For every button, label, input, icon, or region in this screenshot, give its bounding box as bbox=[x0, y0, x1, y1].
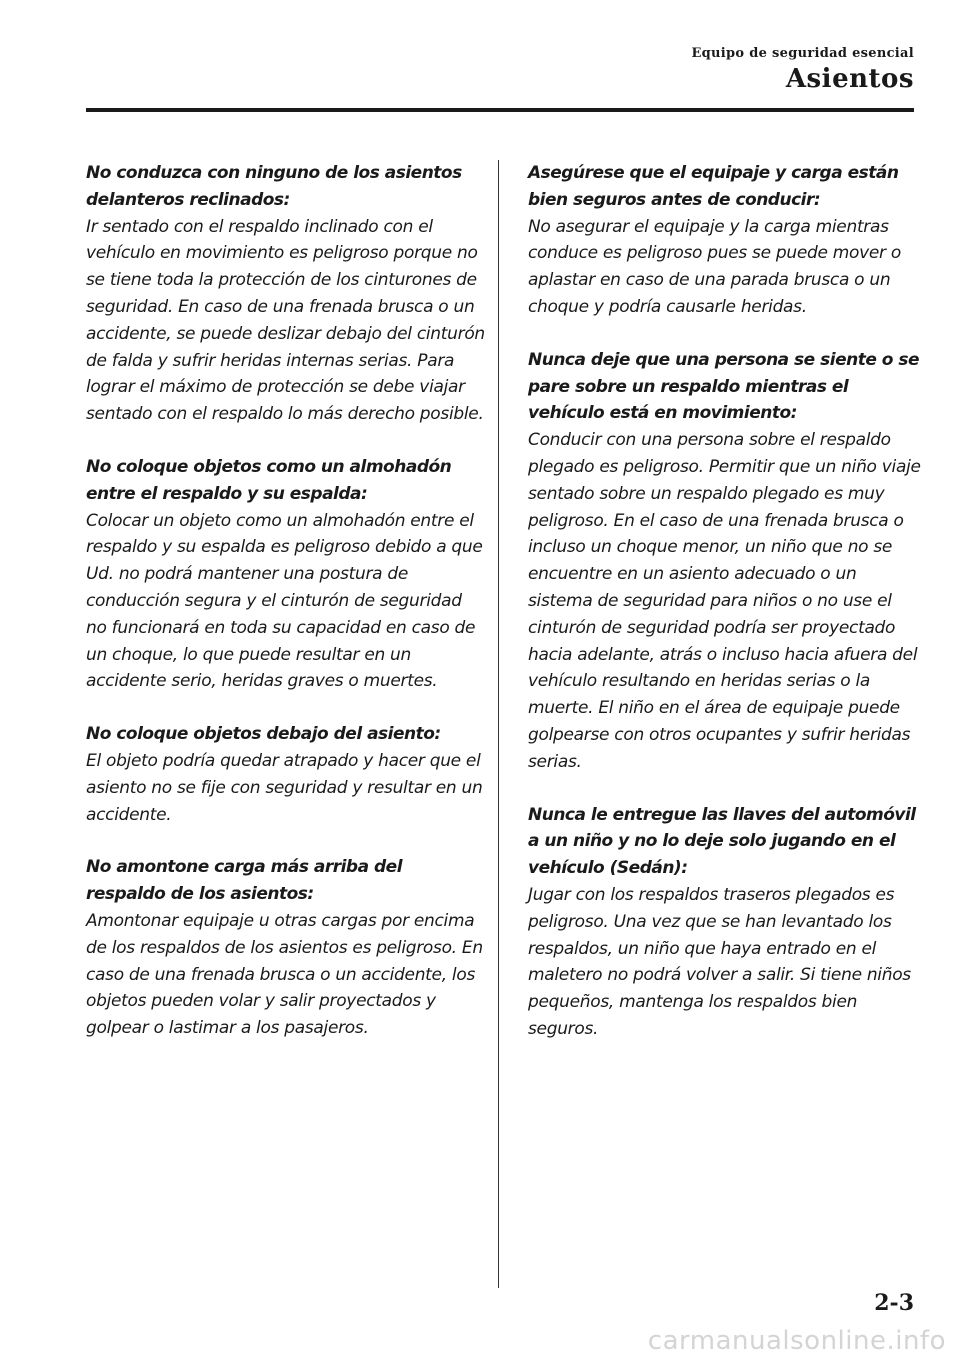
warning-block bbox=[86, 721, 486, 828]
warning-title: Asegúrese que el equipaje y carga están bien seguros antes de conducir: bbox=[528, 163, 899, 210]
page-number: 2-3 bbox=[874, 1290, 914, 1316]
warning-title: No coloque objetos como un almohadón entre el respaldo y su espalda: bbox=[86, 456, 452, 504]
warning-title: No amontone carga más arriba del respaldo de los asientos: bbox=[86, 857, 403, 905]
warning-block bbox=[528, 347, 924, 776]
warning-body: Colocar un objeto como un almohadón entre el respaldo y su espalda es peligroso debido a que Ud. no podrá mantener una postura de conducción segura y el cinturón de seguridad no funcionará en toda su capacidad en caso de un choque, lo que puede resultar en un accidente serio, heridas graves o muertes. bbox=[86, 510, 483, 692]
left-column bbox=[86, 160, 486, 1068]
warning-body: Ir sentado con el respaldo inclinado con el vehículo en movimiento es peligroso porque no se tiene toda la protección de los cinturones de seguridad. En caso de una frenada brusca o un accidente, se puede deslizar debajo del cinturón de falda y sufrir heridas internas serias. Para lograr el máximo de protección se debe viajar sentado con el respaldo lo más derecho posible. bbox=[86, 216, 485, 425]
warning-block bbox=[528, 802, 924, 1043]
right-column bbox=[528, 160, 924, 1069]
page-header bbox=[691, 46, 914, 96]
chapter-title: Asientos bbox=[785, 64, 914, 94]
warning-body: Jugar con los respaldos traseros plegados es peligroso. Una vez que se han levantado los respaldos, un niño que haya entrado en el maletero no podrá volver a salir. Si tiene niños pequeños, mantenga los respaldos bien seguros. bbox=[528, 884, 911, 1039]
warning-title: Nunca le entregue las llaves del automóvil a un niño y no lo deje solo jugando en el vehículo (Sedán): bbox=[528, 804, 916, 879]
warning-title: Nunca deje que una persona se siente o se pare sobre un respaldo mientras el vehículo está en movimiento: bbox=[528, 349, 920, 424]
warning-block bbox=[86, 854, 486, 1042]
warning-block bbox=[528, 160, 924, 321]
warning-title: No coloque objetos debajo del asiento: bbox=[86, 724, 441, 745]
column-divider bbox=[498, 160, 499, 1288]
warning-title: No conduzca con ninguno de los asientos delanteros reclinados: bbox=[86, 163, 462, 210]
watermark: carmanualsonline.info bbox=[647, 1326, 946, 1356]
warning-block bbox=[86, 454, 486, 695]
warning-body: No asegurar el equipaje y la carga mientras conduce es peligroso pues se puede mover o aplastar en caso de una parada brusca o un choque y podría causarle heridas. bbox=[528, 216, 901, 317]
section-title: Equipo de seguridad esencial bbox=[691, 46, 914, 61]
header-rule bbox=[86, 108, 914, 112]
warning-body: Amontonar equipaje u otras cargas por encima de los respaldos de los asientos es peligroso. En caso de una frenada brusca o un accidente, los objetos pueden volar y salir proyectados y golpear o lastimar a los pasajeros. bbox=[86, 910, 483, 1039]
warning-body: El objeto podría quedar atrapado y hacer que el asiento no se fije con seguridad y resultar en un accidente. bbox=[86, 750, 483, 825]
warning-body: Conducir con una persona sobre el respaldo plegado es peligroso. Permitir que un niño viaje sentado sobre un respaldo plegado es muy peligroso. En el caso de una frenada brusca o incluso un choque menor, un niño que no se encuentre en un asiento adecuado o un sistema de seguridad para niños o no use el cinturón de seguridad podría ser proyectado hacia adelante, atrás o incluso hacia afuera del vehículo resultando en heridas serias o la muerte. El niño en el área de equipaje puede golpearse con otros ocupantes y sufrir heridas serias. bbox=[528, 430, 921, 772]
warning-block bbox=[86, 160, 486, 428]
